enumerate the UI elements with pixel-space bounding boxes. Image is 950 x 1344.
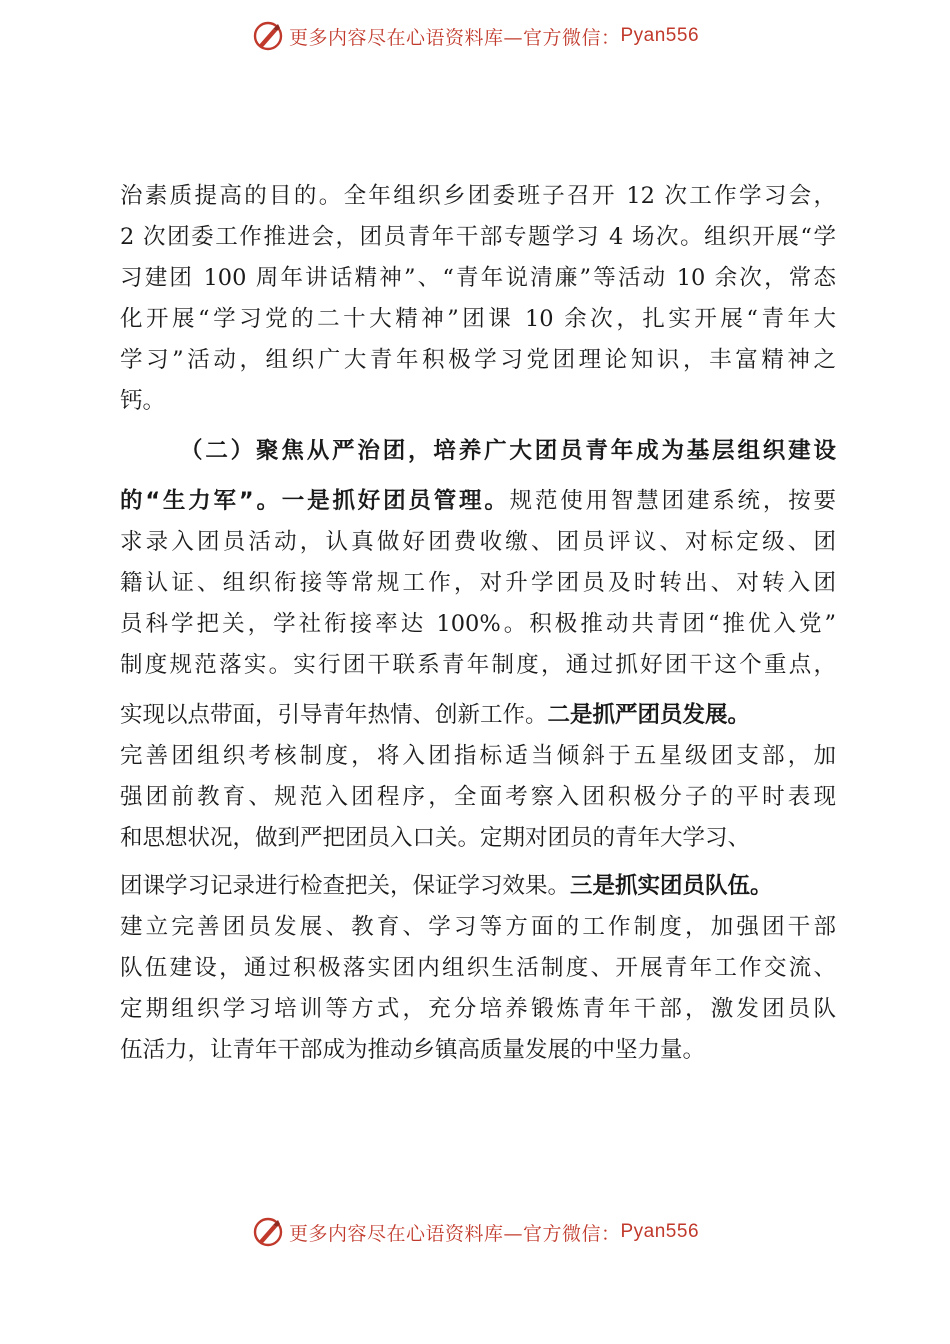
section-heading: （二）聚焦从严治团，培养广大团员青年成为基层组织建设 bbox=[180, 438, 836, 464]
text-run: 规范使用智慧团建系统，按要 bbox=[509, 488, 836, 514]
text-line: 完善团组织考核制度，将入团指标适当倾斜于五星级团支部，加 bbox=[120, 743, 836, 769]
text-line: 定期组织学习培训等方式，充分培养锻炼青年干部，激发团员队 bbox=[120, 996, 836, 1022]
text-line: 和思想状况，做到严把团员入口关。定期对团员的青年大学习、 bbox=[120, 825, 751, 851]
pen-logo-icon bbox=[251, 1215, 285, 1249]
text-line: 制度规范落实。实行团干联系青年制度，通过抓好团干这个重点， bbox=[120, 652, 836, 678]
text-line: 籍认证、组织衔接等常规工作，对升学团员及时转出、对转入团 bbox=[120, 570, 836, 596]
text-line: 求录入团员活动，认真做好团费收缴、团员评议、对标定级、团 bbox=[120, 529, 836, 555]
watermark-footer bbox=[0, 1212, 950, 1252]
paragraph-2 bbox=[120, 431, 836, 1071]
footer-wechat-id: Pyan556 bbox=[620, 1221, 700, 1242]
text-line: 员科学把关，学社衔接率达 100%。积极推动共青团“推优入党” bbox=[120, 611, 836, 637]
text-line: 习建团 100 周年讲话精神”、“青年说清廉”等活动 10 余次，常态 bbox=[120, 265, 836, 291]
text-line: 治素质提高的目的。全年组织乡团委班子召开 12 次工作学习会， bbox=[120, 183, 836, 209]
header-wechat-id: Pyan556 bbox=[620, 25, 700, 46]
document-body bbox=[120, 176, 836, 1071]
pen-logo-icon bbox=[251, 19, 285, 53]
bold-subheading: 三是抓实团员队伍。 bbox=[570, 873, 773, 899]
text-line: 2 次团委工作推进会，团员青年干部专题学习 4 场次。组织开展“学 bbox=[120, 224, 836, 250]
header-text: 更多内容尽在心语资料库—官方微信： bbox=[288, 26, 621, 49]
text-line: 队伍建设，通过积极落实团内组织生活制度、开展青年工作交流、 bbox=[120, 955, 836, 981]
text-run: 团课学习记录进行检查把关，保证学习效果。 bbox=[120, 873, 571, 899]
text-line: 建立完善团员发展、教育、学习等方面的工作制度，加强团干部 bbox=[120, 914, 836, 940]
text-line bbox=[120, 481, 836, 522]
text-line: 强团前教育、规范入团程序，全面考察入团积极分子的平时表现 bbox=[120, 784, 836, 810]
bold-subheading: 二是抓严团员发展。 bbox=[547, 702, 751, 728]
section-heading-cont: 的“生力军”。一是抓好团员管理。 bbox=[120, 488, 510, 514]
text-line: 钙。 bbox=[120, 388, 166, 414]
watermark-header bbox=[0, 16, 950, 56]
text-line: 伍活力，让青年干部成为推动乡镇高质量发展的中坚力量。 bbox=[120, 1037, 706, 1063]
text-line bbox=[120, 695, 836, 736]
text-line bbox=[120, 866, 836, 907]
text-line: 学习”活动，组织广大青年积极学习党团理论知识，丰富精神之 bbox=[120, 347, 836, 373]
paragraph-1 bbox=[120, 176, 836, 422]
text-run: 实现以点带面，引导青年热情、创新工作。 bbox=[120, 702, 548, 728]
text-line: 化开展“学习党的二十大精神”团课 10 余次，扎实开展“青年大 bbox=[120, 306, 836, 332]
footer-text: 更多内容尽在心语资料库—官方微信： bbox=[288, 1222, 621, 1245]
